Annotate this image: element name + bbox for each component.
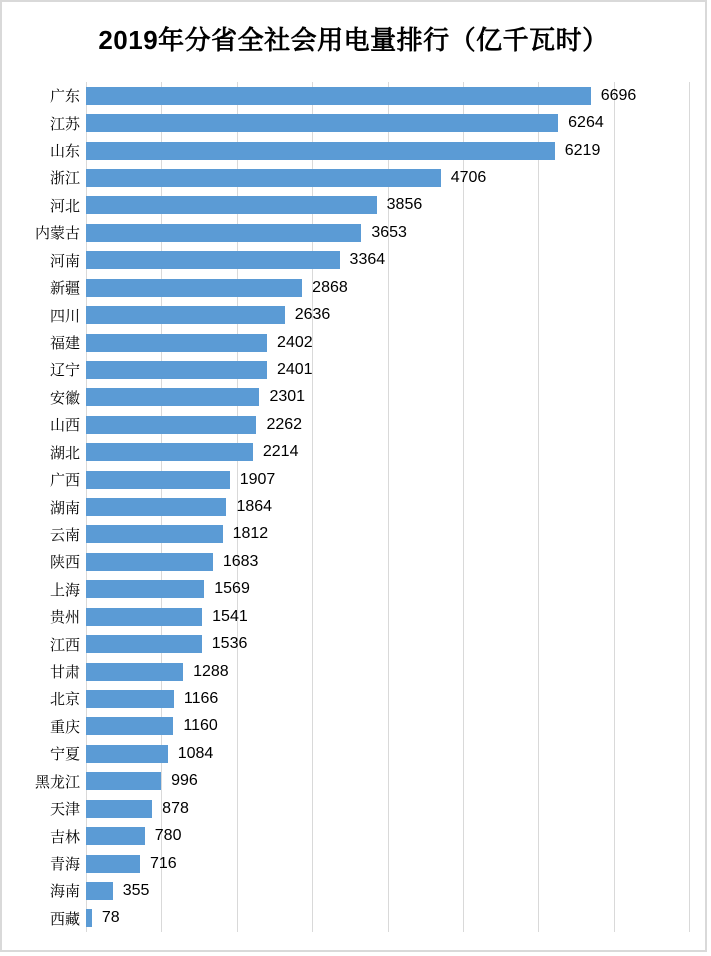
value-label: 1541: [212, 607, 248, 625]
value-label: 1166: [183, 689, 219, 707]
category-label: 新疆: [49, 281, 80, 298]
bar[interactable]: [86, 306, 285, 324]
bar[interactable]: [86, 882, 113, 900]
bar-row: [2, 548, 689, 575]
value-label: 1812: [232, 525, 269, 543]
bar-track: [86, 82, 689, 109]
category-label: 云南: [49, 527, 80, 544]
bar-track: [86, 548, 689, 575]
bar-track: [86, 850, 689, 877]
bar-track: [86, 109, 689, 136]
category-label: 宁夏: [49, 747, 80, 764]
bar[interactable]: [86, 690, 174, 708]
category-label: 贵州: [49, 610, 80, 627]
bar-row: [2, 329, 689, 356]
value-label: 878: [162, 799, 189, 817]
bar-track: [86, 384, 689, 411]
bar-track: [86, 192, 689, 219]
bar-track: [86, 713, 689, 740]
category-label: 青海: [49, 857, 80, 874]
category-label: 上海: [49, 582, 80, 599]
value-label: 780: [154, 827, 182, 845]
category-label: 西藏: [49, 911, 80, 928]
bar[interactable]: [86, 580, 204, 598]
bar-row: [2, 630, 689, 657]
value-label: 1683: [222, 552, 259, 570]
category-label: 重庆: [49, 719, 80, 736]
value-label: 6219: [564, 141, 601, 159]
bar[interactable]: [86, 525, 223, 543]
bar-row: [2, 247, 689, 274]
bar-row: [2, 192, 689, 219]
bar-rows: [2, 82, 689, 932]
category-label: 广东: [49, 89, 80, 106]
bar[interactable]: [86, 827, 145, 845]
bar-row: [2, 411, 689, 438]
bar-row: [2, 768, 689, 795]
category-label: 四川: [49, 308, 80, 325]
bar[interactable]: [86, 361, 267, 379]
bar[interactable]: [86, 471, 230, 489]
value-label: 6696: [600, 86, 637, 104]
value-label: 3856: [386, 196, 423, 214]
value-label: 3364: [349, 251, 386, 269]
value-label: 6264: [568, 114, 604, 132]
value-label: 996: [171, 772, 198, 790]
bar-row: [2, 384, 689, 411]
bar[interactable]: [86, 553, 213, 571]
bar-track: [86, 493, 689, 520]
category-label: 北京: [49, 692, 80, 709]
bar-row: [2, 82, 689, 109]
bar-track: [86, 576, 689, 603]
category-label: 广西: [49, 473, 80, 490]
value-label: 1907: [239, 470, 276, 488]
value-label: 1160: [183, 717, 218, 735]
value-label: 1864: [236, 498, 273, 516]
bar-track: [86, 768, 689, 795]
bar-row: [2, 438, 689, 465]
bar[interactable]: [86, 87, 591, 105]
bar-track: [86, 301, 689, 328]
bar-track: [86, 603, 689, 630]
bar-row: [2, 137, 689, 164]
category-label: 山东: [49, 144, 80, 161]
bar-track: [86, 438, 689, 465]
value-label: 3653: [371, 223, 407, 241]
value-label: 2401: [276, 360, 313, 378]
category-label: 陕西: [49, 555, 80, 572]
category-label: 湖南: [49, 500, 80, 517]
bar-row: [2, 164, 689, 191]
bar[interactable]: [86, 388, 259, 406]
bar[interactable]: [86, 169, 441, 187]
bar-track: [86, 905, 689, 932]
value-label: 355: [122, 881, 150, 899]
bar-track: [86, 356, 689, 383]
bar[interactable]: [86, 279, 302, 297]
bar[interactable]: [86, 416, 256, 434]
bar-row: [2, 713, 689, 740]
bar-row: [2, 685, 689, 712]
bar-track: [86, 466, 689, 493]
category-label: 吉林: [49, 829, 80, 846]
category-label: 辽宁: [49, 363, 80, 380]
bar-row: [2, 466, 689, 493]
value-label: 2636: [294, 306, 331, 324]
bar-row: [2, 576, 689, 603]
bar-track: [86, 685, 689, 712]
value-label: 2402: [277, 333, 313, 351]
bar-row: [2, 356, 689, 383]
bar-track: [86, 658, 689, 685]
bar[interactable]: [86, 196, 377, 214]
bar-row: [2, 301, 689, 328]
bar-track: [86, 247, 689, 274]
bar[interactable]: [86, 443, 253, 461]
bar[interactable]: [86, 224, 361, 242]
value-label: 2262: [266, 415, 303, 433]
bar[interactable]: [86, 772, 161, 790]
gridline: [689, 82, 690, 932]
bar-row: [2, 877, 689, 904]
category-label: 山西: [49, 418, 80, 435]
category-label: 安徽: [49, 390, 80, 407]
value-label: 78: [101, 909, 120, 927]
value-label: 1288: [193, 662, 229, 680]
category-label: 黑龙江: [34, 774, 80, 791]
bar[interactable]: [86, 498, 226, 516]
bar[interactable]: [86, 717, 173, 735]
value-label: 4706: [450, 168, 487, 186]
category-label: 湖北: [49, 445, 80, 462]
bar-row: [2, 658, 689, 685]
value-label: 1084: [177, 744, 214, 762]
bar-track: [86, 740, 689, 767]
bar-track: [86, 521, 689, 548]
value-label: 1569: [214, 580, 250, 598]
category-label: 天津: [49, 802, 80, 819]
category-label: 浙江: [49, 171, 80, 188]
bar-row: [2, 219, 689, 246]
category-label: 甘肃: [49, 665, 80, 682]
bar-track: [86, 164, 689, 191]
value-label: 2214: [262, 443, 299, 461]
bar-track: [86, 795, 689, 822]
bar-row: [2, 274, 689, 301]
value-label: 1536: [211, 635, 248, 653]
category-label: 江西: [49, 637, 80, 654]
bar-row: [2, 521, 689, 548]
bar[interactable]: [86, 142, 555, 160]
bar-row: [2, 850, 689, 877]
bar[interactable]: [86, 855, 140, 873]
bar[interactable]: [86, 334, 267, 352]
bar[interactable]: [86, 251, 340, 269]
bar[interactable]: [86, 909, 92, 927]
category-label: 内蒙古: [34, 226, 80, 243]
bar-row: [2, 822, 689, 849]
bar[interactable]: [86, 800, 152, 818]
bar-row: [2, 493, 689, 520]
bar-track: [86, 822, 689, 849]
value-label: 2868: [312, 278, 348, 296]
bar-track: [86, 630, 689, 657]
bar[interactable]: [86, 663, 183, 681]
category-label: 福建: [49, 336, 80, 352]
bar-track: [86, 274, 689, 301]
bar[interactable]: [86, 635, 202, 653]
plot-area: [2, 82, 689, 932]
bar-track: [86, 329, 689, 356]
bar-track: [86, 877, 689, 904]
bar-row: [2, 740, 689, 767]
bar-row: [2, 905, 689, 932]
value-label: 716: [149, 854, 177, 872]
bar-row: [2, 795, 689, 822]
bar[interactable]: [86, 745, 168, 763]
category-label: 江苏: [49, 116, 80, 133]
bar-track: [86, 137, 689, 164]
bar[interactable]: [86, 114, 558, 132]
bar-track: [86, 219, 689, 246]
value-label: 2301: [269, 388, 306, 406]
category-label: 河北: [49, 198, 80, 215]
bar-row: [2, 603, 689, 630]
bar[interactable]: [86, 608, 202, 626]
category-label: 河南: [49, 253, 80, 270]
chart-title: 2019年分省全社会用电量排行（亿千瓦时）: [98, 25, 609, 55]
bar-track: [86, 411, 689, 438]
bar-row: [2, 109, 689, 136]
category-label: 海南: [49, 884, 80, 901]
